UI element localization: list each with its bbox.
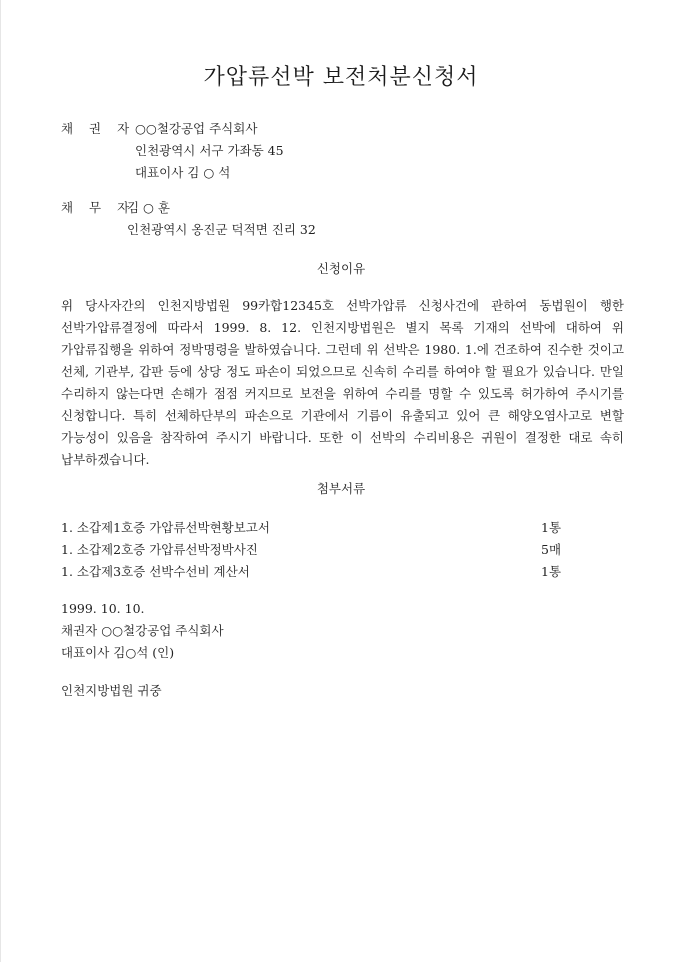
debtor-role-label: 채 무 자: [61, 200, 136, 215]
closing-block: [61, 598, 224, 664]
debtor-address: 인천광역시 옹진군 덕적면 진리 32: [127, 222, 316, 237]
creditor-representative: 대표이사 김 ○ 석: [135, 165, 231, 180]
creditor-name: ○○철강공업 주식회사: [135, 121, 258, 136]
reason-heading: 신청이유: [316, 261, 366, 276]
attachment-quantity: 1통: [541, 564, 562, 579]
attachment-row: [61, 517, 581, 539]
attachment-item: 1. 소갑제1호증 가압류선박현황보고서: [61, 520, 270, 535]
attachment-quantity: 1통: [541, 520, 562, 535]
attachment-quantity: 5매: [541, 542, 562, 557]
debtor-name: 김 ○ 훈: [127, 200, 171, 215]
attachments-list: [61, 517, 581, 583]
reason-body: 위 당사자간의 인천지방법원 99카합12345호 선박가압류 신청사건에 관하여 동법원이 행한 선박가압류결정에 따라서 1999. 8. 12. 인천지방법원은 별지 목록 기재의 선박에 대하여 위 가압류집행을 위하여 정박명령을 발하였습니다. 그런데 위 선박은 1980. 1.에 건조하여 진수한 것이고 선체, 기관부, 갑판 등에 상당 정도 파손이 되었으므로 신속히 수리를 하여야 할 필요가 있습니다. 만일 수리하지 않는다면 손해가 점점 커지므로 보전을 위하여 수리를 명할 수 있도록 허가하여 주시기를 신청합니다. 특히 선체하단부의 파손으로 기관에서 기름이 유출되고 있어 큰 해양오염사고로 변할 가능성이 있음을 참작하여 주시기 바랍니다. 또한 이 선박의 수리비용은 귀원이 결정한 대로 속히 납부하겠습니다.: [61, 298, 624, 467]
creditor-details: [135, 118, 284, 184]
attachment-row: [61, 561, 581, 583]
document-title: 가압류선박 보전처분신청서: [203, 65, 479, 90]
closing-representative: 대표이사 김○석 (인): [61, 645, 175, 660]
attachment-item: 1. 소갑제3호증 선박수선비 계산서: [61, 564, 250, 579]
attachment-item: 1. 소갑제2호증 가압류선박정박사진: [61, 542, 258, 557]
creditor-role-label: 채 권 자: [61, 121, 136, 136]
closing-creditor: 채권자 ○○철강공업 주식회사: [61, 623, 224, 638]
attachments-heading: 첨부서류: [316, 481, 366, 496]
court-addressee: 인천지방법원 귀중: [61, 683, 162, 698]
creditor-address: 인천광역시 서구 가좌동 45: [135, 143, 284, 158]
filing-date: 1999. 10. 10.: [61, 601, 145, 616]
debtor-details: [127, 197, 316, 241]
attachment-row: [61, 539, 581, 561]
